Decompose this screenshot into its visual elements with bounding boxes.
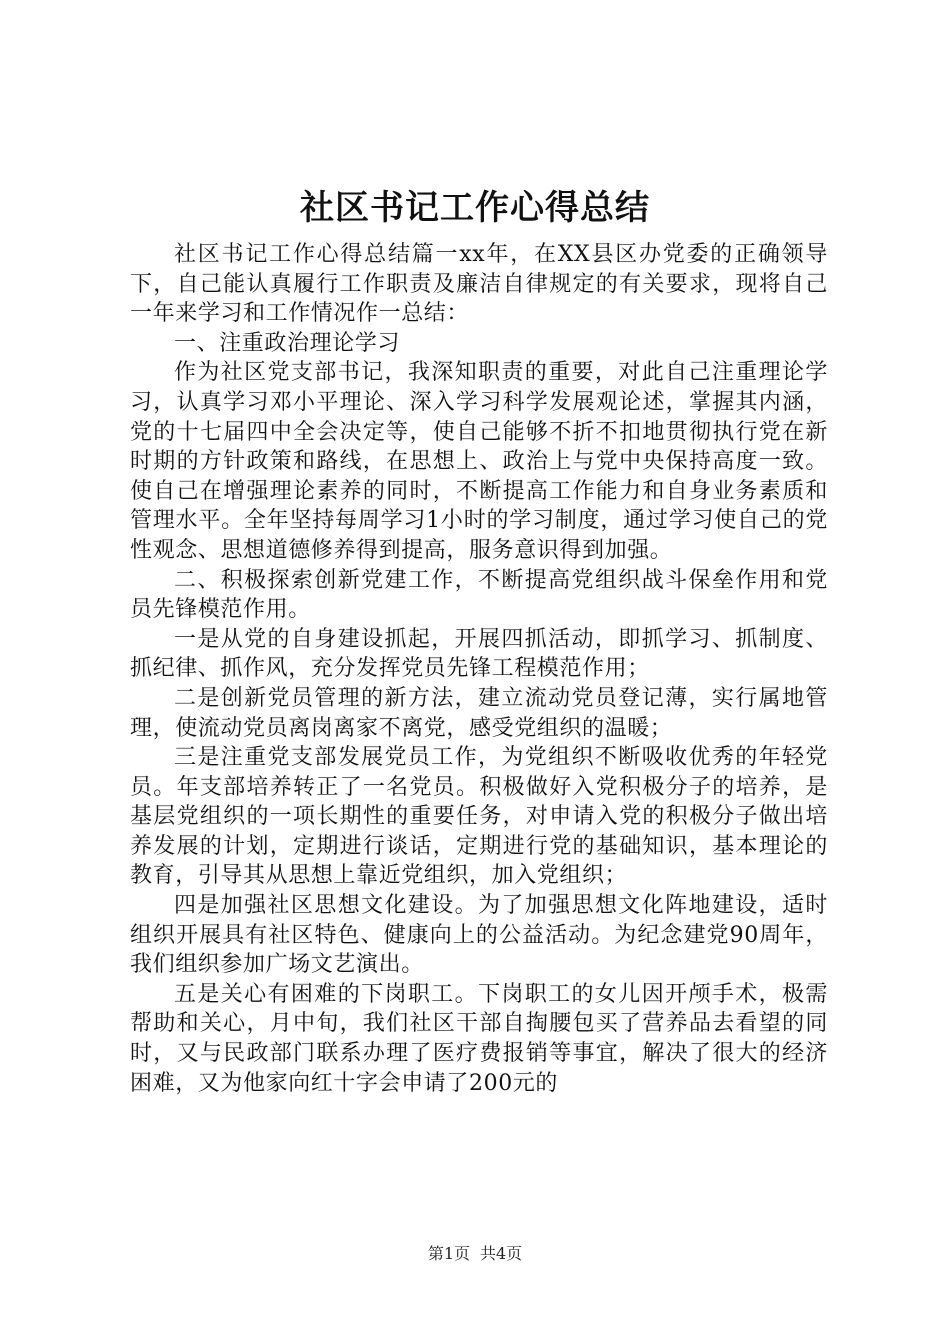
paragraph-item-3: 三是注重党支部发展党员工作，为党组织不断吸收优秀的年轻党员。年支部培养转正了一名党员。积极做好入党积极分子的培养，是基层党组织的一项长期性的重要任务，对申请入党的积极分子做出培养发展的计划，定期进行谈话，定期进行党的基础知识，基本理论的教育，引导其从思想上靠近党组织，加入党组织； bbox=[130, 745, 828, 889]
paragraph-item-1: 一是从党的自身建设抓起，开展四抓活动，即抓学习、抓制度、抓纪律、抓作风，充分发挥党员先锋工程模范作用； bbox=[130, 626, 828, 682]
document-title: 社区书记工作心得总结 bbox=[300, 188, 650, 228]
paragraph-item-5: 五是关心有困难的下岗职工。下岗职工的女儿因开颅手术，极需帮助和关心，月中旬，我们社区干部自掏腰包买了营养品去看望的同时，又与民政部门联系办理了医疗费报销等事宜，解决了很大的经济困难，又为他家向红十字会申请了200元的 bbox=[130, 981, 828, 1096]
paragraph-intro: 社区书记工作心得总结篇一xx年，在XX县区办党委的正确领导下，自己能认真履行工作职责及廉洁自律规定的有关要求，现将自己一年来学习和工作情况作一总结： bbox=[130, 242, 828, 327]
page-footer bbox=[0, 1243, 950, 1265]
paragraph-theory-study: 作为社区党支部书记，我深知职责的重要，对此自己注重理论学习，认真学习邓小平理论、深入学习科学发展观论述，掌握其内涵，党的十七届四中全会决定等，使自己能够不折不扣地贯彻执行党在新时期的方针政策和路线，在思想上、政治上与党中央保持高度一致。使自己在增强理论素养的同时，不断提高工作能力和自身业务素质和管理水平。全年坚持每周学习1小时的学习制度，通过学习使自己的党性观念、思想道德修养得到提高，服务意识得到加强。 bbox=[130, 360, 828, 563]
page-number: 第1页 bbox=[427, 1244, 470, 1263]
paragraph-item-4: 四是加强社区思想文化建设。为了加强思想文化阵地建设，适时组织开展具有社区特色、健康向上的公益活动。为纪念建党90周年，我们组织参加广场文艺演出。 bbox=[130, 893, 828, 978]
document-body bbox=[130, 240, 828, 1098]
section-heading-2: 二、积极探索创新党建工作，不断提高党组织战斗保垒作用和党员先锋模范作用。 bbox=[130, 567, 828, 623]
page-total: 共4页 bbox=[480, 1244, 523, 1263]
paragraph-item-2: 二是创新党员管理的新方法，建立流动党员登记薄，实行属地管理，使流动党员离岗离家不离党，感受党组织的温暖； bbox=[130, 685, 828, 741]
section-heading-1: 一、注重政治理论学习 bbox=[174, 330, 401, 356]
